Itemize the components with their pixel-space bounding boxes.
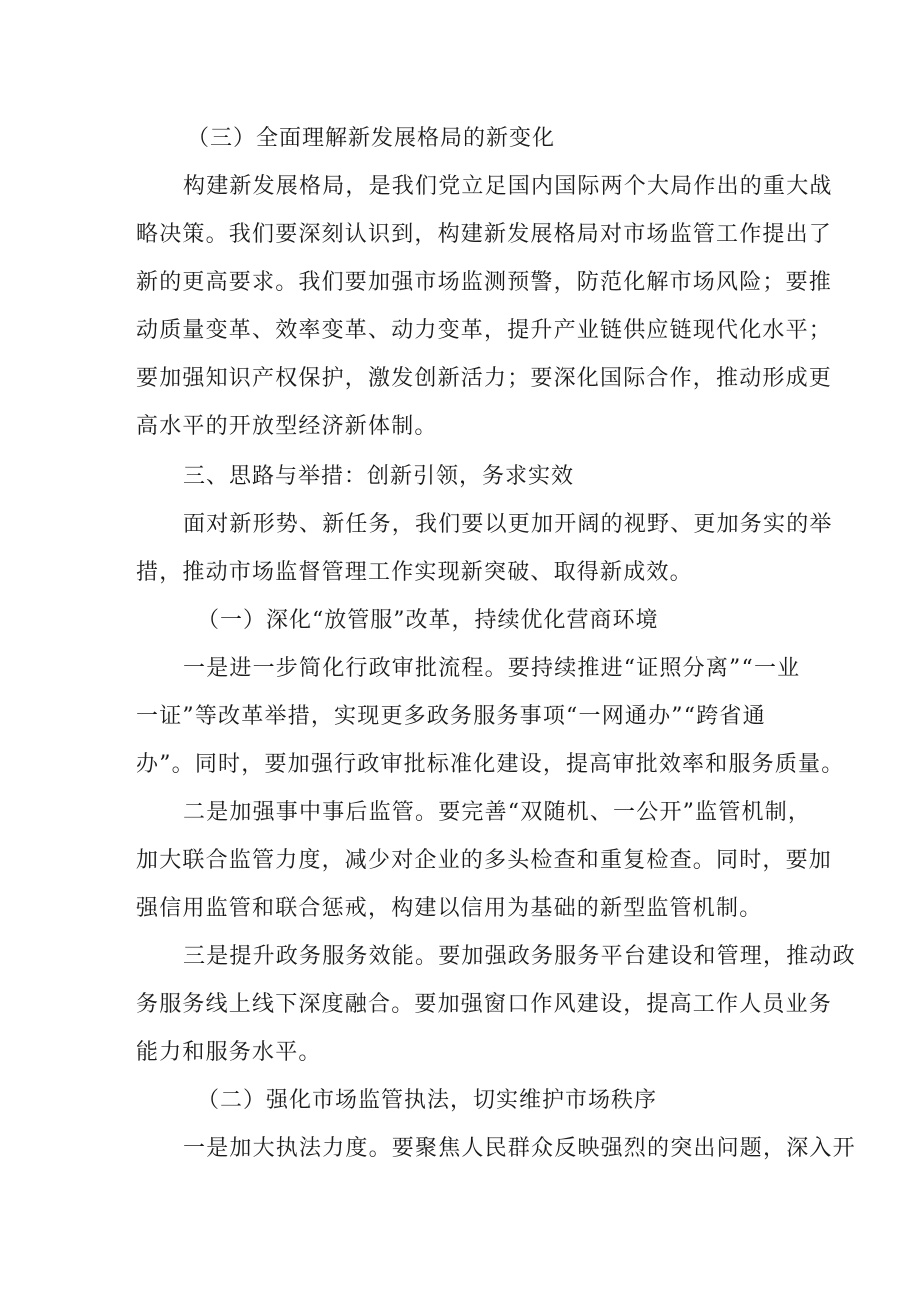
paragraph-line: 务服务线上线下深度融合。要加强窗口作风建设，提高工作人员业务 [136,992,833,1017]
subsection-heading: （二）强化市场监管执法，切实维护市场秩序 [197,1088,658,1113]
paragraph-line: 一证”等改革举措，实现更多政务服务事项“一网通办”“跨省通 [136,704,766,729]
subsection-heading: （一）深化“放管服”改革，持续优化营商环境 [197,608,659,633]
paragraph-line: 一是进一步简化行政审批流程。要持续推进“证照分离”“一业 [183,656,801,681]
section-heading: 三、思路与举措：创新引领，务求实效 [183,464,575,489]
paragraph-line: 一是加大执法力度。要聚焦人民群众反映强烈的突出问题，深入开 [183,1136,856,1161]
paragraph-line: 略决策。我们要深刻认识到，构建新发展格局对市场监管工作提出了 [136,222,833,247]
paragraph-line: 措，推动市场监督管理工作实现新突破、取得新成效。 [136,560,693,585]
paragraph-line: 办”。同时，要加强行政审批标准化建设，提高审批效率和服务质量。 [136,752,845,777]
paragraph-line: 三是提升政务服务效能。要加强政务服务平台建设和管理，推动政 [183,944,856,969]
paragraph-line: 要加强知识产权保护，激发创新活力；要深化国际合作，推动形成更 [136,366,833,391]
paragraph-line: 面对新形势、新任务，我们要以更加开阔的视野、更加务实的举 [183,512,833,537]
paragraph-line: 二是加强事中事后监管。要完善“双随机、一公开”监管机制， [183,800,812,825]
paragraph-line: 新的更高要求。我们要加强市场监测预警，防范化解市场风险；要推 [136,270,833,295]
paragraph-line: 能力和服务水平。 [136,1040,322,1065]
subsection-heading: （三）全面理解新发展格局的新变化 [187,126,556,151]
paragraph-line: 加大联合监管力度，减少对企业的多头检查和重复检查。同时，要加 [136,848,833,873]
paragraph-line: 高水平的开放型经济新体制。 [136,414,438,439]
paragraph-line: 动质量变革、效率变革、动力变革，提升产业链供应链现代化水平； [136,318,833,343]
paragraph-line: 强信用监管和联合惩戒，构建以信用为基础的新型监管机制。 [136,896,763,921]
paragraph-line: 构建新发展格局，是我们党立足国内国际两个大局作出的重大战 [183,174,833,199]
